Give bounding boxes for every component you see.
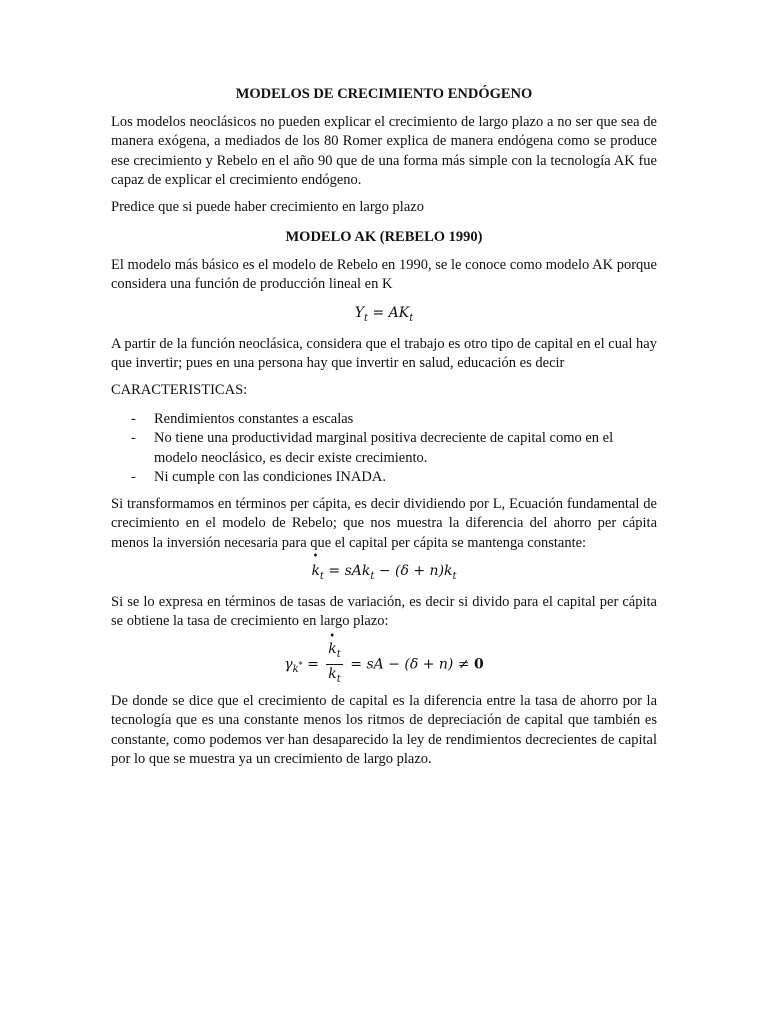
predice-line: Predice que si puede haber crecimiento en largo plazo [111,199,424,215]
percapita-paragraph: Si transformamos en términos per cápita, es decir dividiendo por L, Ecuación fundamental de crecimiento en el modelo de Rebelo; que nos muestra la diferencia del ahorro per cápita menos la inversión necesaria para que el capital per cápita se mantenga constante: [111,496,657,551]
list-item: - No tiene una productividad marginal positiva decreciente de capital como en el modelo neoclásico, es decir existe crecimiento. [131,430,614,466]
document-title: MODELOS DE CRECIMIENTO ENDÓGENO [235,86,533,102]
growth-fraction: • $\frac{k_t}{k_t}$ [326,640,343,689]
equation-production-function: $Y_t = AK_t$ [354,305,414,324]
list-item: - Rendimientos constantes a escalas [131,411,354,427]
intro-paragraph: Los modelos neoclásicos no pueden explicar el crecimiento de largo plazo a no ser que sea de manera exógena, a mediados de los 80 Romer explica de manera endógena como se produce ese crecimiento y Rebelo en el año 90 que de una forma más simple con la tecnología AK fue capaz de explicar el crecimiento endógeno. [111,114,657,189]
rates-paragraph: Si se lo expresa en términos de tasas de variación, es decir si divido para el capital per cápita se obtiene la tasa de crecimiento en largo plazo: [111,594,657,630]
conclusion-paragraph: De donde se dice que el crecimiento de capital es la diferencia entre la tasa de ahorro por la tecnología que es una constante menos los ritmos de depreciación de capital que también es constante, como podemos ver han desaparecido la ley de rendimientos decrecientes de capital por lo que se muestra ya un crecimiento de largo plazo. [111,693,657,768]
model-paragraph: El modelo más básico es el modelo de Rebelo en 1990, se le conoce como modelo AK porque considera una función de producción lineal en K [111,257,657,293]
equation-growth-rate: $\gamma_{k^*}$ = • $\frac{k_t}{k_t}$ = sA − (δ + n) ≠ 0 [0,640,768,689]
characteristics-list [111,410,657,488]
equation-capital-accumulation: • $k_t = sAk_t - (\delta + n)k_t$ [0,563,768,582]
neoclassic-paragraph: A partir de la función neoclásica, considera que el trabajo es otro tipo de capital en el cual hay que invertir; pues en una persona hay que invertir en salud, educación es decir [111,336,657,372]
characteristics-heading: CARACTERISTICAS: [111,382,248,398]
section-subtitle: MODELO AK (REBELO 1990) [285,229,483,245]
list-item: - Ni cumple con las condiciones INADA. [131,469,386,486]
